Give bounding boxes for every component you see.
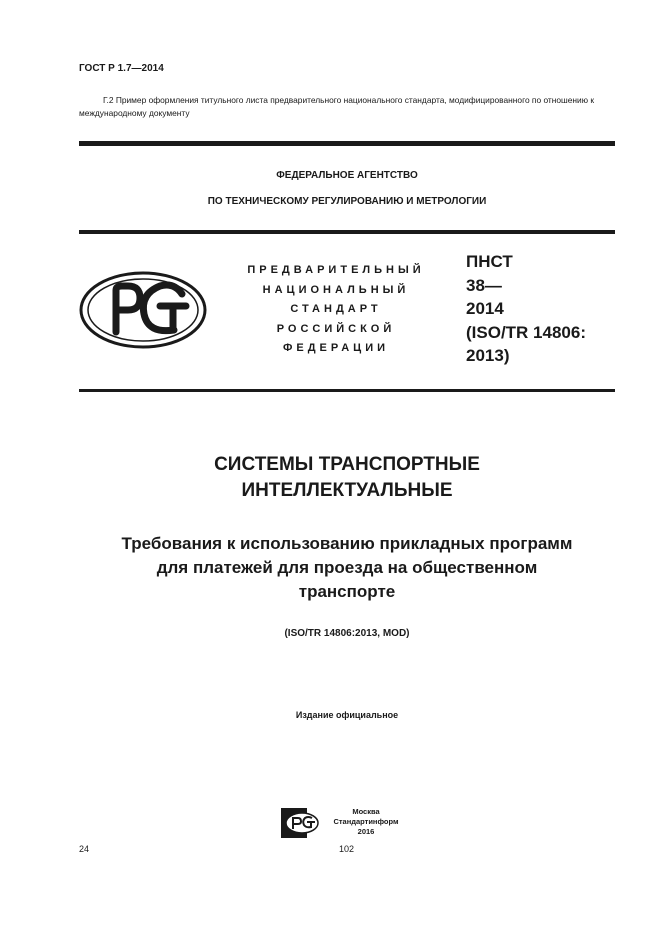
title-line: СИСТЕМЫ ТРАНСПОРТНЫЕ (214, 454, 480, 475)
standard-type-line: НАЦИОНАЛЬНЫЙ (262, 283, 410, 296)
document-title (79, 452, 615, 504)
page-number-center: 102 (338, 844, 355, 854)
designation-block (466, 250, 586, 368)
publisher-info (326, 807, 406, 837)
subtitle-line: Требования к использованию прикладных программ (121, 534, 573, 553)
document-code: ГОСТ Р 1.7—2014 (79, 63, 164, 74)
standard-type-line: СТАНДАРТ (290, 303, 382, 315)
subtitle-line: для платежей для проезда на общественном (156, 558, 538, 577)
standard-type-line: ФЕДЕРАЦИИ (282, 342, 390, 354)
designation-line: ПНСТ (466, 252, 513, 271)
publisher-name: Стандартинформ (333, 817, 399, 826)
agency-line-2: ПО ТЕХНИЧЕСКОМУ РЕГУЛИРОВАНИЮ И МЕТРОЛОГИИ (207, 196, 487, 207)
standard-type-block (226, 261, 446, 359)
designation-line: (ISO/TR 14806: (466, 322, 586, 342)
designation-line: 2013) (466, 346, 510, 365)
rst-logo-icon (78, 270, 208, 350)
publisher-year: 2016 (357, 827, 375, 836)
document-subtitle (79, 532, 615, 604)
page-number-left: 24 (79, 844, 90, 854)
modification-note: (ISO/TR 14806:2013, MOD) (284, 628, 410, 639)
subtitle-line: транспорте (298, 582, 396, 601)
title-line: ИНТЕЛЛЕКТУАЛЬНЫЕ (241, 480, 453, 501)
designation-line: 38— (466, 275, 502, 295)
edition-label: Издание официальное (295, 710, 399, 720)
top-rule (79, 141, 615, 146)
standard-type-line: ПРЕДВАРИТЕЛЬНЫЙ (247, 264, 425, 276)
agency-line-1: ФЕДЕРАЛЬНОЕ АГЕНТСТВО (276, 170, 418, 181)
standard-type-line: РОССИЙСКОЙ (276, 322, 396, 335)
agency-rule (79, 230, 615, 234)
publisher-city: Москва (352, 807, 380, 816)
example-note: Г.2 Пример оформления титульного листа предварительного национального стандарта, модифицированного по отношению к международному документу (79, 95, 594, 118)
standartinform-logo-icon (281, 808, 323, 838)
designation-rule (79, 389, 615, 392)
designation-line: 2014 (466, 299, 504, 318)
